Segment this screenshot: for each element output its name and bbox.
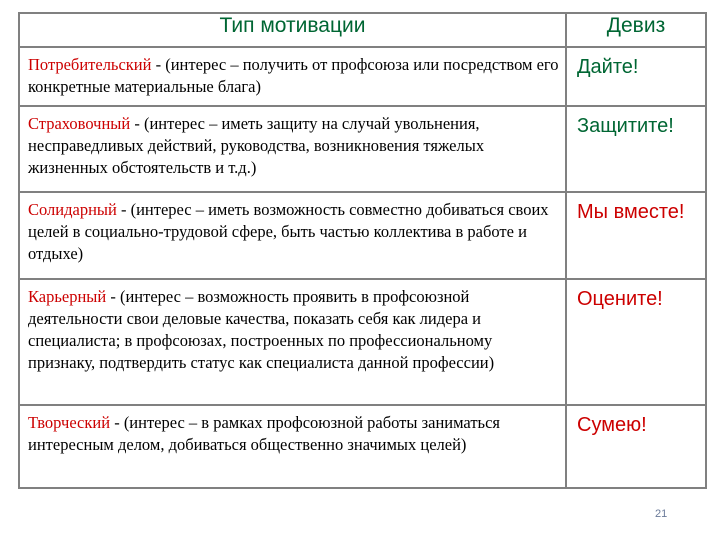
motto-cell: Мы вместе!: [566, 192, 706, 279]
motivation-description-cell: [19, 106, 566, 192]
name-separator: -: [110, 413, 124, 432]
motivation-table: [18, 12, 707, 489]
name-separator: -: [151, 55, 166, 74]
motivation-description: (интерес – возможность проявить в профсоюзной деятельности свои деловые качества, показать себя как лидера и специалиста; в профсоюзах, построенных по профессиональному признаку, подтвердить статус как специалиста данной профессии): [28, 287, 495, 372]
table-row: [19, 106, 706, 192]
motto-cell: Защитите!: [566, 106, 706, 192]
name-separator: -: [130, 114, 144, 133]
page-number: 21: [655, 508, 668, 520]
motivation-type-name: Солидарный: [28, 200, 117, 219]
motivation-description-cell: [19, 192, 566, 279]
motto-cell: Оцените!: [566, 279, 706, 405]
header-type-of-motivation: Тип мотивации: [19, 13, 566, 47]
motivation-description: (интерес – в рамках профсоюзной работы заниматься интересным делом, добиваться общественно значимых целей): [28, 413, 500, 454]
motivation-type-name: Творческий: [28, 413, 111, 432]
motivation-type-name: Страховочный: [28, 114, 131, 133]
motto-cell: Дайте!: [566, 47, 706, 106]
table-header-row: [19, 13, 706, 47]
header-motto: Девиз: [566, 13, 706, 47]
motivation-description-cell: [19, 279, 566, 405]
motto-cell: Сумею!: [566, 405, 706, 488]
motivation-description: (интерес – получить от профсоюза или посредством его конкретные материальные блага): [28, 55, 559, 96]
table-row: [19, 192, 706, 279]
name-separator: -: [116, 200, 131, 219]
name-separator: -: [106, 287, 120, 306]
motivation-description: (интерес – иметь защиту на случай увольнения, несправедливых действий, руководства, возникновения тяжелых жизненных обстоятельств и т.д.): [28, 114, 485, 177]
table-row: [19, 405, 706, 488]
motivation-type-name: Потребительский: [28, 55, 152, 74]
motivation-type-name: Карьерный: [28, 287, 107, 306]
motivation-description-cell: [19, 405, 566, 488]
motivation-description: (интерес – иметь возможность совместно добиваться своих целей в социально-трудовой сфере, быть частью коллектива в работе и отдыхе): [28, 200, 549, 263]
table-row: [19, 279, 706, 405]
table-row: [19, 47, 706, 106]
motivation-description-cell: [19, 47, 566, 106]
